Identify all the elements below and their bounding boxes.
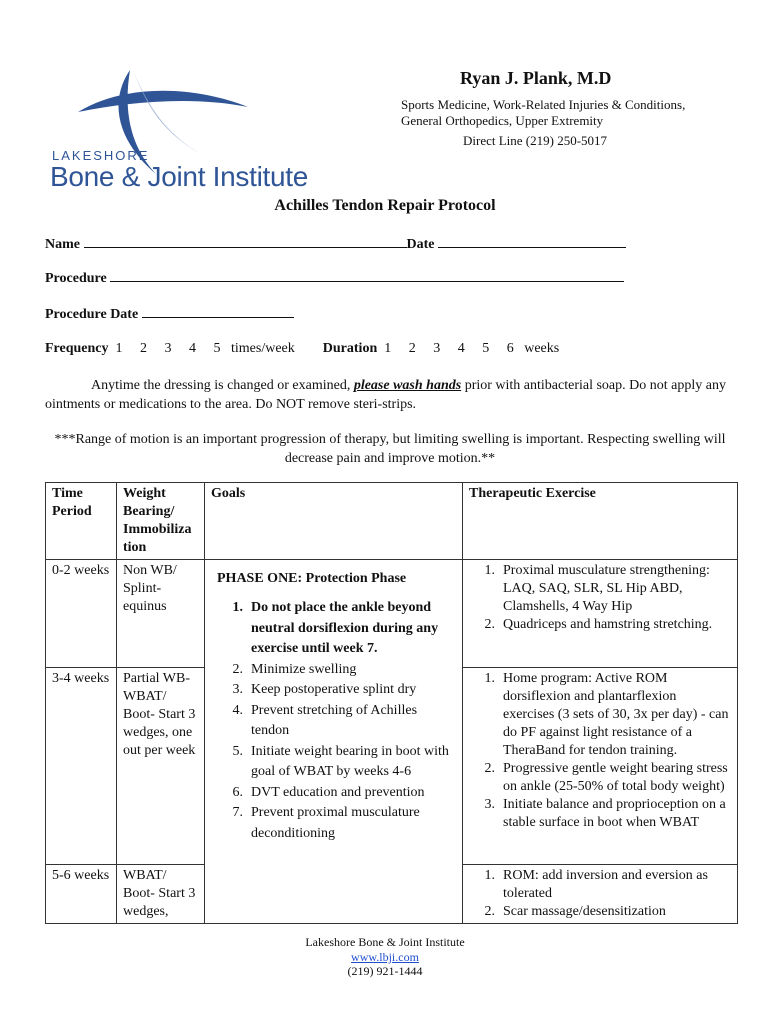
direct-line: Direct Line (219) 250-5017 — [463, 133, 608, 148]
exercise-list — [469, 867, 731, 921]
specialty-line-2: General Orthopedics, Upper Extremity — [401, 113, 604, 128]
list-item: 2. Progressive gentle weight bearing stress on ankle (25-50% of total body weight) — [484, 761, 728, 794]
wash-hands-emphasis: please wash hands — [353, 378, 462, 393]
list-item: 6. DVT education and prevention — [232, 784, 425, 800]
frequency-row — [45, 341, 559, 357]
name-row — [45, 235, 626, 253]
footer-phone: (219) 921-1444 — [347, 964, 423, 978]
procedure-date-row — [45, 305, 294, 323]
exercise-list — [469, 670, 731, 832]
specialty-line-1: Sports Medicine, Work-Related Injuries & Conditions, — [401, 97, 686, 112]
weight-bearing-cell: Non WB/ Splint-equinus — [117, 560, 205, 668]
duration-options[interactable]: 1 2 3 4 5 6 weeks — [384, 341, 560, 356]
date-field[interactable] — [438, 235, 626, 248]
list-item: 1. Proximal musculature strengthening: LAQ, SAQ, SLR, SL Hip ABD, Clamshells, 4 Way Hip — [484, 563, 710, 614]
list-item: 1. Home program: Active ROM dorsiflexion and plantarflexion exercises (3 sets of 30, 3x per day) - can do PF against light resistance of a TheraBand for tendon training. — [484, 671, 729, 758]
protocol-table — [45, 482, 738, 924]
header-weight-bearing: Weight Bearing/ Immobiliza tion — [117, 483, 205, 560]
list-item: 3. Keep postoperative splint dry — [232, 682, 417, 697]
procedure-label: Procedure — [45, 271, 107, 286]
table-row — [46, 560, 738, 668]
footer-org: Lakeshore Bone & Joint Institute — [305, 935, 465, 949]
time-period-cell: 0-2 weeks — [46, 560, 117, 668]
header-therapeutic-exercise: Therapeutic Exercise — [463, 483, 738, 560]
range-of-motion-note: ***Range of motion is an important progression of therapy, but limiting swelling is important. Respecting swelling will decrease pain and improve motion.** — [54, 432, 726, 466]
logo-subtitle: LAKESHORE — [52, 148, 150, 163]
weight-bearing-cell: Partial WB-WBAT/ Boot- Start 3 wedges, one out per week — [117, 668, 205, 865]
duration-label: Duration — [322, 341, 378, 356]
weight-bearing-cell: WBAT/ Boot- Start 3 wedges, — [117, 865, 205, 924]
date-label: Date — [406, 237, 435, 252]
exercise-cell — [463, 668, 738, 865]
procedure-field[interactable] — [110, 269, 624, 282]
time-period-cell: 3-4 weeks — [46, 668, 117, 865]
doctor-name: Ryan J. Plank, M.D — [460, 68, 612, 88]
frequency-label: Frequency — [45, 341, 109, 356]
procedure-row — [45, 269, 624, 287]
logo-name: Bone & Joint Institute — [50, 161, 309, 192]
list-item: 4. Prevent stretching of Achilles tendon — [232, 702, 418, 738]
procedure-date-label: Procedure Date — [45, 307, 139, 322]
name-label: Name — [45, 237, 80, 252]
list-item: 5. Initiate weight bearing in boot with goal of WBAT by weeks 4-6 — [232, 743, 449, 779]
hygiene-instructions: Anytime the dressing is changed or examined, please wash hands prior with antibacterial soap. Do not apply any ointments or medications to the area. Do NOT remove steri-strips. — [45, 378, 726, 412]
procedure-date-field[interactable] — [142, 305, 294, 318]
header-goals: Goals — [205, 483, 463, 560]
goals-list — [225, 598, 456, 844]
list-item: 1. ROM: add inversion and eversion as tolerated — [484, 868, 708, 901]
list-item: 2. Quadriceps and hamstring stretching. — [484, 617, 713, 632]
table-header-row — [46, 483, 738, 560]
exercise-list — [469, 562, 731, 634]
phase-title: PHASE ONE: Protection Phase — [217, 571, 407, 586]
list-item: 1. Do not place the ankle beyond neutral dorsiflexion during any exercise until week 7. — [232, 600, 439, 656]
time-period-cell: 5-6 weeks — [46, 865, 117, 924]
list-item: 7. Prevent proximal musculature deconditioning — [232, 805, 420, 841]
header-time-period: Time Period — [46, 483, 117, 560]
document-title: Achilles Tendon Repair Protocol — [274, 197, 496, 214]
frequency-options[interactable]: 1 2 3 4 5 times/week — [115, 341, 295, 356]
exercise-cell — [463, 865, 738, 924]
goals-cell — [205, 560, 463, 924]
footer-website-link[interactable]: www.lbji.com — [351, 950, 419, 964]
list-item: 2. Minimize swelling — [232, 661, 357, 677]
list-item: 2. Scar massage/desensitization — [484, 904, 666, 919]
name-field[interactable] — [84, 235, 407, 248]
list-item: 3. Initiate balance and proprioception on a stable surface in boot when WBAT — [484, 797, 726, 830]
exercise-cell — [463, 560, 738, 668]
